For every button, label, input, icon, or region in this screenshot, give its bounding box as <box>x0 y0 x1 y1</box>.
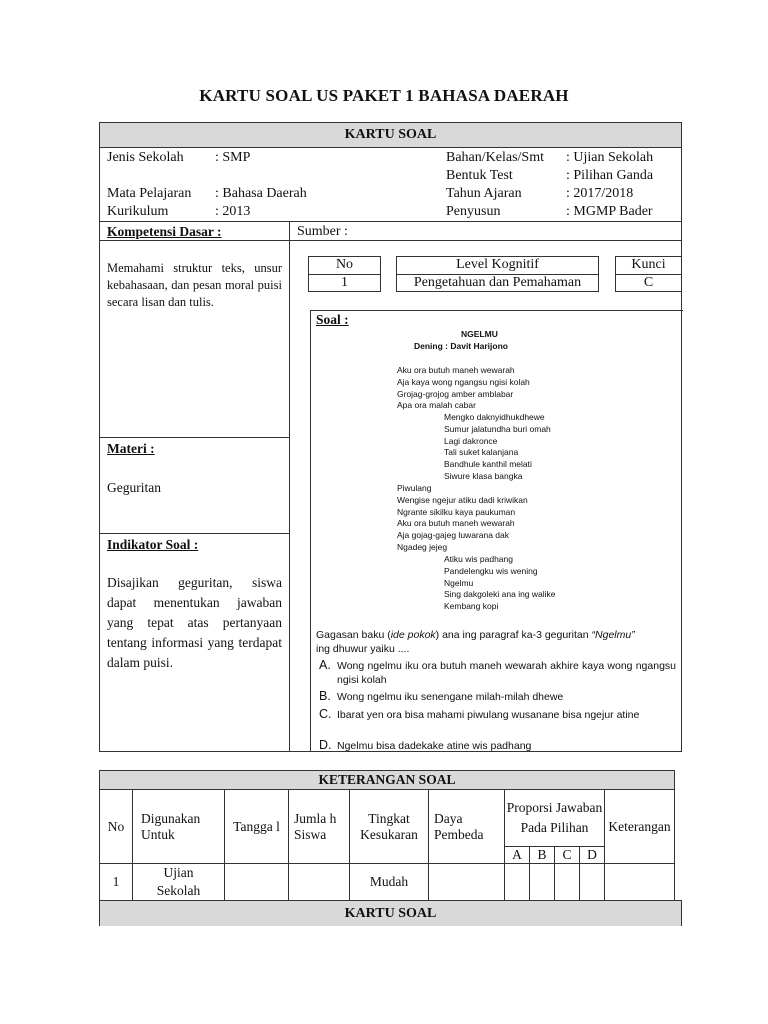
row-jumlah <box>289 864 350 901</box>
divider <box>100 221 681 222</box>
info-value-tahun-ajaran: : 2017/2018 <box>566 186 634 201</box>
poem-stanza-2 <box>444 412 551 483</box>
option-letter: D. <box>319 738 332 752</box>
row-keterangan <box>605 864 675 901</box>
poem-line: Atiku wis padhang <box>444 554 513 564</box>
question-italic: ide pokok <box>390 629 436 641</box>
info-label-jenis-sekolah: Jenis Sekolah <box>107 150 184 165</box>
col-keterangan: Keterangan <box>605 790 675 864</box>
col-proporsi: Proporsi Jawaban Pada Pilihan <box>505 790 605 847</box>
poem-author: Dening : Davit Harijono <box>414 341 508 351</box>
poem-line: Lagi dakronce <box>444 435 498 446</box>
poem-line: Tali suket kalanjana <box>444 447 519 458</box>
question-text <box>316 628 676 656</box>
column-divider <box>289 221 290 751</box>
poem-title: NGELMU <box>461 329 498 339</box>
kunci-header: Kunci <box>615 256 682 275</box>
poem-line: Aja kaya wong ngangsu ngisi kolah <box>397 376 530 387</box>
poem-line: Pandelengku wis wening <box>444 565 538 576</box>
option-c[interactable] <box>319 708 676 738</box>
materi-text: Geguritan <box>107 480 161 495</box>
divider <box>100 240 289 241</box>
kunci-value: C <box>615 274 682 292</box>
info-value-kurikulum: : 2013 <box>215 204 251 219</box>
option-a[interactable] <box>319 659 676 689</box>
col-tingkat: Tingkat Kesukaran <box>350 790 429 864</box>
option-b[interactable] <box>319 690 676 706</box>
info-label-tahun-ajaran: Tahun Ajaran <box>446 186 522 201</box>
divider <box>100 533 289 534</box>
kompetensi-title: Kompetensi Dasar : <box>107 224 222 239</box>
poem-line: Mengko daknyidhukdhewe <box>444 412 545 422</box>
kompetensi-text: Memahami struktur teks, unsur kebahasaan, dan pesan moral puisi secara lisan dan tulis. <box>107 261 282 309</box>
option-text: Ibarat yen ora bisa mahami piwulang wusanane bisa ngejur atine <box>337 709 640 721</box>
info-value-mata-pelajaran: : Bahasa Daerah <box>215 186 307 201</box>
poem-line: Kembang kopi <box>444 601 499 612</box>
poem-line: Ngadeg jejeg <box>397 541 448 552</box>
poem-line: Grojag-grojog amber amblabar <box>397 388 514 399</box>
poem-line: Wengise ngejur atiku dadi kriwikan <box>397 494 528 505</box>
info-label-bentuk-test: Bentuk Test <box>446 168 513 183</box>
poem-stanza-1 <box>397 365 530 412</box>
col-daya: Daya Pembeda <box>429 790 505 864</box>
info-left <box>107 149 437 221</box>
row-tingkat: Mudah <box>350 864 429 901</box>
page-title: KARTU SOAL US PAKET 1 BAHASA DAERAH <box>199 86 569 105</box>
sumber-label: Sumber : <box>297 224 348 239</box>
question-prefix: Gagasan baku ( <box>316 629 391 641</box>
info-label-penyusun: Penyusun <box>446 204 501 219</box>
poem-line: Aku ora butuh maneh wewarah <box>397 365 515 375</box>
option-text: Ngelmu bisa dadekake atine wis padhang <box>337 740 532 752</box>
row-daya <box>429 864 505 901</box>
keterangan-header: KETERANGAN SOAL <box>100 771 675 790</box>
row-tanggal <box>225 864 289 901</box>
poem-line: Aja gojag-gajeg luwarana dak <box>397 530 509 541</box>
soal-title: Soal : <box>316 312 349 327</box>
poem-stanza-3 <box>397 483 528 554</box>
choice-a: A <box>505 847 530 864</box>
card-header: KARTU SOAL <box>100 123 681 148</box>
soal-box <box>310 310 683 752</box>
materi-title: Materi : <box>107 441 155 456</box>
info-label-kurikulum: Kurikulum <box>107 204 169 219</box>
row-no: 1 <box>100 864 133 901</box>
info-value-jenis-sekolah: : SMP <box>215 150 251 165</box>
info-value-bahan: : Ujian Sekolah <box>566 150 654 165</box>
poem-line: Aku ora butuh maneh wewarah <box>397 518 515 529</box>
no-value: 1 <box>308 274 381 292</box>
option-letter: B. <box>319 689 331 703</box>
info-label-bahan: Bahan/Kelas/Smt <box>446 150 544 165</box>
info-value-penyusun: : MGMP Bader <box>566 204 653 219</box>
col-no: No <box>100 790 133 864</box>
poem-line: Sumur jalatundha buri omah <box>444 423 551 434</box>
row-choice-d <box>580 864 605 901</box>
option-d[interactable] <box>319 739 676 753</box>
col-tanggal: Tangga l <box>225 790 289 864</box>
info-right <box>446 149 682 221</box>
poem-line: Piwulang <box>397 483 432 493</box>
choice-d: D <box>580 847 605 864</box>
keterangan-table <box>99 770 675 901</box>
card2-header: KARTU SOAL <box>99 900 682 926</box>
level-header: Level Kognitif <box>396 256 599 275</box>
divider <box>100 437 289 438</box>
poem-line: Ngelmu <box>444 577 474 588</box>
row-choice-b <box>530 864 555 901</box>
sumber-row <box>297 223 348 241</box>
question-italic-title: “Ngelmu” <box>591 629 635 641</box>
indikator-title: Indikator Soal : <box>107 537 199 552</box>
poem-line: Bandhule kanthil melati <box>444 459 532 470</box>
poem-line: Apa ora malah cabar <box>397 400 476 411</box>
option-text: Wong ngelmu iku senengane milah-milah dhewe <box>337 691 564 703</box>
poem-line: Siwure klasa bangka <box>444 470 523 481</box>
col-digunakan: Digunakan Untuk <box>133 790 225 864</box>
question-mid: ) ana ing paragraf ka-3 geguritan <box>435 629 592 641</box>
poem-stanza-4 <box>444 554 556 613</box>
level-value: Pengetahuan dan Pemahaman <box>396 274 599 292</box>
info-label-mata-pelajaran: Mata Pelajaran <box>107 186 192 201</box>
option-letter: A. <box>319 658 331 672</box>
question-suffix: ing dhuwur yaiku .... <box>316 643 410 655</box>
row-choice-a <box>505 864 530 901</box>
indikator-text: Disajikan geguritan, siswa dapat menentukan jawaban yang tepat atas pertanyaan tentang informasi yang terdapat dalam puisi. <box>107 575 282 670</box>
row-digunakan: Ujian Sekolah <box>133 864 225 901</box>
poem-line: Sing dakgoleki ana ing walike <box>444 589 556 600</box>
option-letter: C. <box>319 707 332 721</box>
col-jumlah: Jumla h Siswa <box>289 790 350 864</box>
info-value-bentuk-test: : Pilihan Ganda <box>566 168 654 183</box>
option-text: Wong ngelmu iku ora butuh maneh wewarah akhire kaya wong ngangsu ngisi kolah <box>337 660 676 686</box>
no-header: No <box>308 256 381 275</box>
poem-line: Ngrante sikilku kaya paukuman <box>397 506 516 517</box>
question-card <box>99 122 682 752</box>
choice-c: C <box>555 847 580 864</box>
divider <box>289 240 681 241</box>
choice-b: B <box>530 847 555 864</box>
row-choice-c <box>555 864 580 901</box>
